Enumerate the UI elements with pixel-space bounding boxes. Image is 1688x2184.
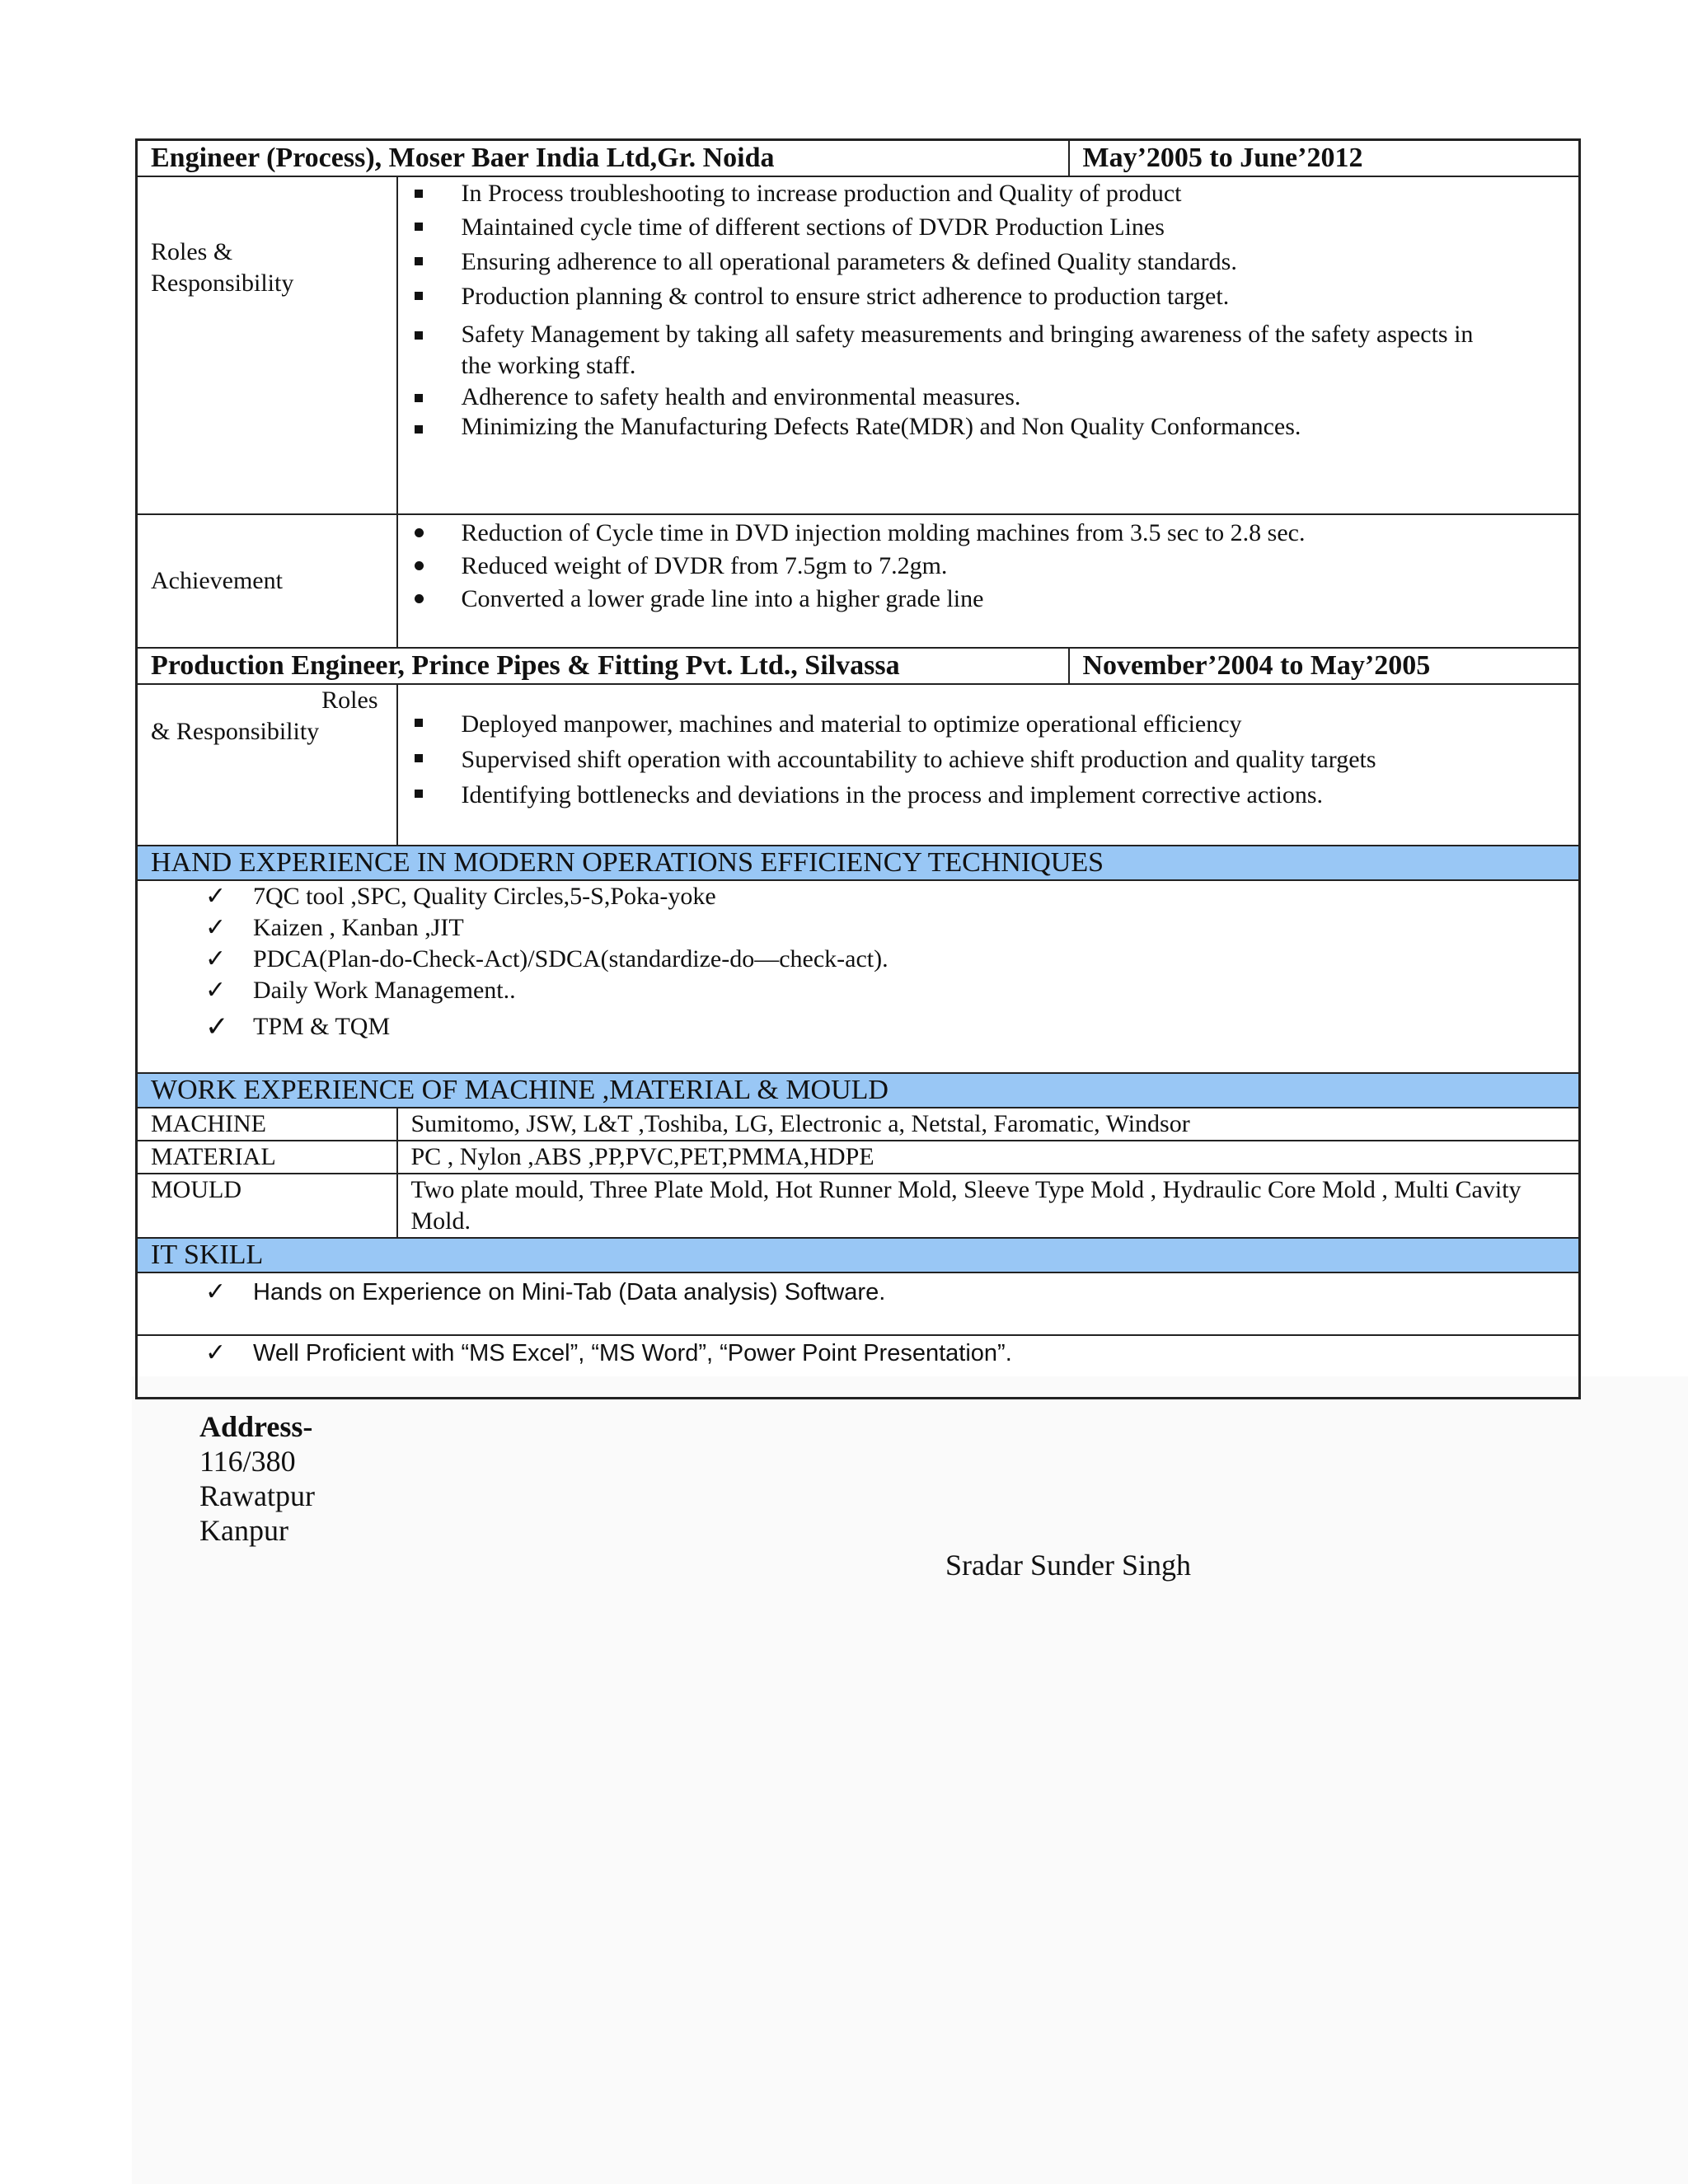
it-skill-row xyxy=(137,1272,1580,1335)
roles-row xyxy=(137,176,1580,514)
list-item xyxy=(205,1338,1578,1369)
techniques-list xyxy=(138,881,1578,1043)
roles-label xyxy=(137,684,397,846)
it-skill-cell xyxy=(137,1272,1580,1335)
roles-list xyxy=(398,685,1579,813)
list-item xyxy=(205,1011,1578,1043)
list-item-text: Daily Work Management.. xyxy=(253,977,516,1004)
table-row xyxy=(137,1174,1580,1238)
check-icon: ✓ xyxy=(205,1338,227,1367)
check-icon: ✓ xyxy=(205,913,227,942)
job-period: November’2004 to May’2005 xyxy=(1069,648,1580,684)
resume-table xyxy=(135,138,1581,1399)
section-title: HAND EXPERIENCE IN MODERN OPERATIONS EFFICIENCY TECHNIQUES xyxy=(137,846,1580,880)
achievement-list xyxy=(398,515,1579,616)
list-item: Ensuring adherence to all operational parameters & defined Quality standards. xyxy=(415,245,1579,279)
row-value: Two plate mould, Three Plate Mold, Hot Runner Mold, Sleeve Type Mold , Hydraulic Core Mold , Multi Cavity Mold. xyxy=(397,1174,1580,1238)
roles-label-top: Roles xyxy=(321,687,378,714)
list-item: Minimizing the Manufacturing Defects Rate(MDR) and Non Quality Conformances. xyxy=(415,413,1579,441)
job-title: Engineer (Process), Moser Baer India Ltd,Gr. Noida xyxy=(137,140,1069,177)
check-icon: ✓ xyxy=(205,882,227,911)
techniques-row xyxy=(137,880,1580,1073)
list-item: Deployed manpower, machines and material to optimize operational efficiency xyxy=(415,706,1579,742)
section-header xyxy=(137,1073,1580,1108)
list-item: Reduced weight of DVDR from 7.5gm to 7.2gm. xyxy=(415,550,1579,583)
list-item xyxy=(205,881,1578,912)
list-item xyxy=(205,975,1578,1006)
list-item-text: Well Proficient with “MS Excel”, “MS Word”, “Power Point Presentation”. xyxy=(253,1340,1012,1366)
list-item-text: Kaizen , Kanban ,JIT xyxy=(253,914,464,941)
list-item: Safety Management by taking all safety measurements and bringing awareness of the safety aspects in the working staff. xyxy=(415,319,1579,382)
achievement-cell xyxy=(397,514,1580,648)
signature-name: Sradar Sunder Singh xyxy=(945,1549,1191,1582)
roles-cell xyxy=(397,684,1580,846)
list-item: Converted a lower grade line into a higher grade line xyxy=(415,583,1579,616)
list-item: Production planning & control to ensure strict adherence to production target. xyxy=(415,279,1579,314)
roles-label xyxy=(137,176,397,514)
roles-label-bottom: & Responsibility xyxy=(151,718,320,745)
it-skill-row xyxy=(137,1335,1580,1399)
job-title: Production Engineer, Prince Pipes & Fitting Pvt. Ltd., Silvassa xyxy=(137,648,1069,684)
page-footer-area xyxy=(132,1376,1688,2184)
list-item: Reduction of Cycle time in DVD injection molding machines from 3.5 sec to 2.8 sec. xyxy=(415,517,1579,550)
address-line: Kanpur xyxy=(199,1514,288,1547)
it-skill-list xyxy=(138,1273,1578,1308)
roles-label-text: Roles & Responsibility xyxy=(151,238,294,297)
row-value: PC , Nylon ,ABS ,PP,PVC,PET,PMMA,HDPE xyxy=(397,1141,1580,1174)
table-row xyxy=(137,1141,1580,1174)
list-item xyxy=(205,944,1578,975)
list-item: Maintained cycle time of different sections of DVDR Production Lines xyxy=(415,210,1579,245)
roles-cell xyxy=(397,176,1580,514)
list-item: Identifying bottlenecks and deviations in the process and implement corrective actions. xyxy=(415,777,1579,813)
row-label: MOULD xyxy=(137,1174,397,1238)
job-header xyxy=(137,140,1580,177)
section-title: IT SKILL xyxy=(137,1238,1580,1272)
roles-row xyxy=(137,684,1580,846)
address-line: 116/380 xyxy=(199,1445,296,1478)
roles-list xyxy=(398,177,1579,441)
achievement-row xyxy=(137,514,1580,648)
list-item-text: 7QC tool ,SPC, Quality Circles,5-S,Poka-yoke xyxy=(253,883,716,910)
it-skill-cell xyxy=(137,1335,1580,1399)
row-value: Sumitomo, JSW, L&T ,Toshiba, LG, Electronic a, Netstal, Faromatic, Windsor xyxy=(397,1108,1580,1141)
table-row xyxy=(137,1108,1580,1141)
address-block xyxy=(199,1409,315,1548)
row-label: MATERIAL xyxy=(137,1141,397,1174)
check-icon: ✓ xyxy=(205,1277,227,1306)
list-item-text: Hands on Experience on Mini-Tab (Data analysis) Software. xyxy=(253,1279,886,1305)
list-item xyxy=(205,1277,1578,1308)
job-period: May’2005 to June’2012 xyxy=(1069,140,1580,177)
list-item-text: PDCA(Plan-do-Check-Act)/SDCA(standardize-do—check-act). xyxy=(253,945,889,972)
techniques-cell xyxy=(137,880,1580,1073)
section-header xyxy=(137,1238,1580,1272)
row-label: MACHINE xyxy=(137,1108,397,1141)
job-header xyxy=(137,648,1580,684)
list-item-text: TPM & TQM xyxy=(253,1013,391,1040)
section-title: WORK EXPERIENCE OF MACHINE ,MATERIAL & MOULD xyxy=(137,1073,1580,1108)
list-item: In Process troubleshooting to increase production and Quality of product xyxy=(415,177,1579,210)
list-item: Supervised shift operation with accountability to achieve shift production and quality targets xyxy=(415,742,1579,777)
check-icon: ✓ xyxy=(205,976,227,1005)
achievement-label: Achievement xyxy=(137,514,397,648)
check-icon: ✓ xyxy=(205,1010,229,1043)
address-line: Rawatpur xyxy=(199,1479,315,1512)
list-item xyxy=(205,912,1578,944)
check-icon: ✓ xyxy=(205,944,227,973)
section-header xyxy=(137,846,1580,880)
list-item: Adherence to safety health and environmental measures. xyxy=(415,382,1579,413)
it-skill-list xyxy=(138,1336,1578,1369)
address-title: Address- xyxy=(199,1410,313,1443)
